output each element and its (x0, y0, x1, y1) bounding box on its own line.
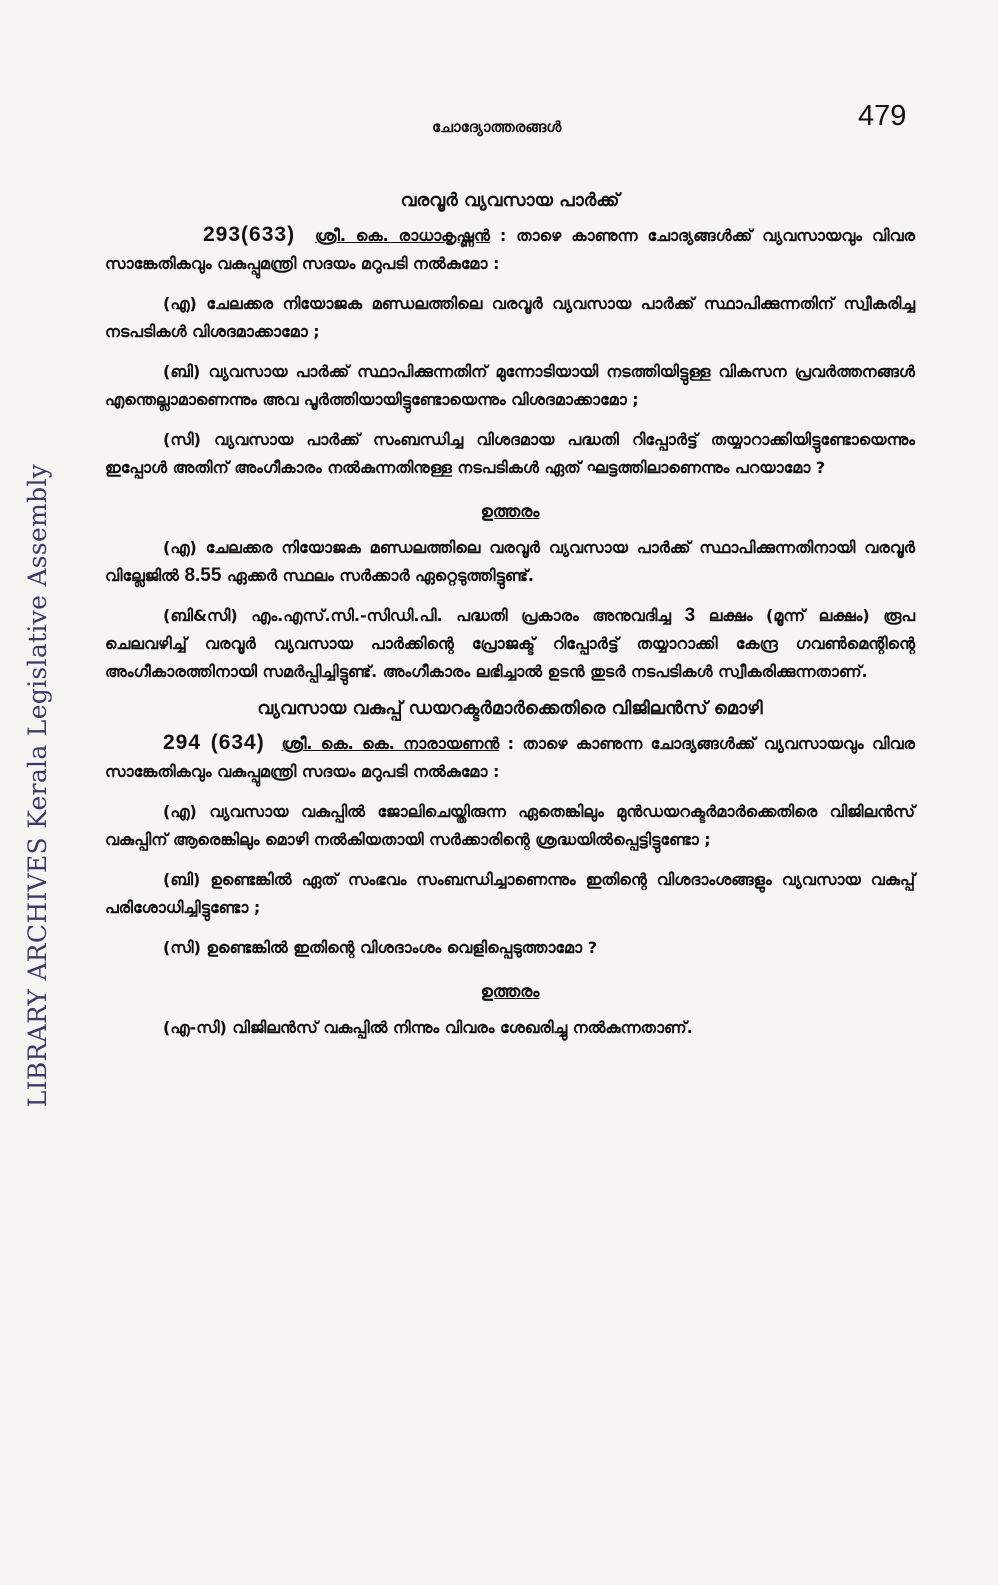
archive-watermark (18, 435, 58, 1135)
question-part-a: (എ) ചേലക്കര നിയോജക മണ്ഡലത്തിലെ വരവൂർ വ്യവസായ പാർക്ക് സ്ഥാപിക്കുന്നതിന് സ്വീകരിച്ച നടപടികൾ വിശദമാക്കാമോ ; (105, 294, 915, 341)
member-name: ശ്രീ. കെ. രാധാകൃഷ്ണൻ (315, 226, 490, 245)
question-number: 294 (634) (163, 731, 265, 754)
question-part-a: (എ) വ്യവസായ വകുപ്പിൽ ജോലിചെയ്തിരുന്ന ഏതെങ്കിലും മുൻഡയറക്ടർമാർക്കെതിരെ വിജിലൻസ് വകുപ്പിന് ആരെങ്കിലും മൊഴി നൽകിയതായി സർക്കാരിന്റെ ശ്രദ്ധയിൽപ്പെട്ടിട്ടുണ്ടോ ; (105, 802, 915, 849)
question-number: 293(633) (203, 223, 296, 246)
question-part-c: (സി) ഉണ്ടെങ്കിൽ ഇതിന്റെ വിശദാംശം വെളിപ്പെടുത്താമോ ? (163, 938, 597, 957)
answer-part-a (105, 534, 915, 590)
watermark-text: LIBRARY ARCHIVES Kerala Legislative Assembly (23, 463, 53, 1107)
running-head: ചോദ്യോത്തരങ്ങൾ (432, 118, 562, 136)
question-part-b: (ബി) വ്യവസായ പാർക്ക് സ്ഥാപിക്കുന്നതിന് മുന്നോടിയായി നടത്തിയിട്ടുള്ള വികസന പ്രവർത്തനങ്ങൾ എന്തെല്ലാമാണെന്നും അവ പൂർത്തിയായിട്ടുണ്ടോയെന്നും വിശദമാക്കാമോ ; (105, 362, 915, 409)
answer-a-text: (എ) ചേലക്കര നിയോജക മണ്ഡലത്തിലെ വരവൂർ വ്യവസായ പാർക്ക് സ്ഥാപിക്കുന്നതിനായി വരവൂർ വില്ലേജിൽ (105, 538, 915, 585)
answer-a-acreage: 8.55 (184, 565, 222, 586)
answer-part-ac: (എ-സി) വിജിലൻസ് വകുപ്പിൽ നിന്നും വിവരം ശേഖരിച്ചു നൽകുന്നതാണ്. (163, 1018, 693, 1037)
page-content (105, 190, 915, 1054)
question-intro (105, 221, 915, 278)
question-heading: വ്യവസായ വകുപ്പ് ഡയറക്ടർമാർക്കെതിരെ വിജിലൻസ് മൊഴി (257, 698, 763, 719)
answer-bc-text: (ബി&സി) എം.എസ്.സി.-സിഡി.പി. പദ്ധതി പ്രകാരം അനുവദിച്ച (163, 606, 671, 625)
question-part-b: (ബി) ഉണ്ടെങ്കിൽ ഏത് സംഭവം സംബന്ധിച്ചാണെന്നും ഇതിന്റെ വിശദാംശങ്ങളും വ്യവസായ വകുപ്പ് പരിശോധിച്ചിട്ടുണ്ടോ ; (105, 870, 915, 917)
answer-heading: ഉത്തരം (480, 502, 540, 522)
question-heading: വരവൂർ വ്യവസായ പാർക്ക് (400, 190, 620, 211)
question-part-c: (സി) വ്യവസായ പാർക്ക് സംബന്ധിച്ച വിശദമായ പദ്ധതി റിപ്പോർട്ട് തയ്യാറാക്കിയിട്ടുണ്ടോയെന്നും ഇപ്പോൾ അതിന് അംഗീകാരം നൽകുന്നതിനുള്ള നടപടികൾ ഏത് ഘട്ടത്തിലാണെന്നും പറയാമോ ? (105, 430, 915, 477)
question-intro (105, 729, 915, 786)
answer-bc-text-end: ലക്ഷം (മൂന്ന് ലക്ഷം) രൂപ ചെലവഴിച്ച് വരവൂർ വ്യവസായ പാർക്കിന്റെ പ്രോജക്ട് റിപ്പോർട്ട് തയ്യാറാക്കി കേന്ദ്ര ഗവൺമെന്റിന്റെ അംഗീകാരത്തിനായി സമർപ്പിച്ചിട്ടുണ്ട്. അംഗീകാരം ലഭിച്ചാൽ ഉടൻ തുടർ നടപടികൾ സ്വീകരിക്കുന്നതാണ്. (105, 606, 915, 681)
question-intro-text: : താഴെ കാണുന്ന ചോദ്യങ്ങൾക്ക് വ്യവസായവും വിവര സാങ്കേതികവും വകുപ്പുമന്ത്രി സദയം മറുപടി നൽകുമോ : (105, 226, 916, 273)
member-name: ശ്രീ. കെ. കെ. നാരായണൻ (281, 734, 500, 753)
answer-heading: ഉത്തരം (480, 982, 540, 1002)
answer-bc-amount: 3 (684, 605, 696, 626)
question-intro-text: : താഴെ കാണുന്ന ചോദ്യങ്ങൾക്ക് വ്യവസായവും വിവര സാങ്കേതികവും വകുപ്പുമന്ത്രി സദയം മറുപടി നൽകുമോ : (105, 734, 916, 781)
answer-part-bc (105, 602, 915, 686)
answer-a-text-end: ഏക്കർ സ്ഥലം സർക്കാർ ഏറ്റെടുത്തിട്ടുണ്ട്. (227, 566, 535, 585)
page-number: 479 (858, 100, 907, 132)
